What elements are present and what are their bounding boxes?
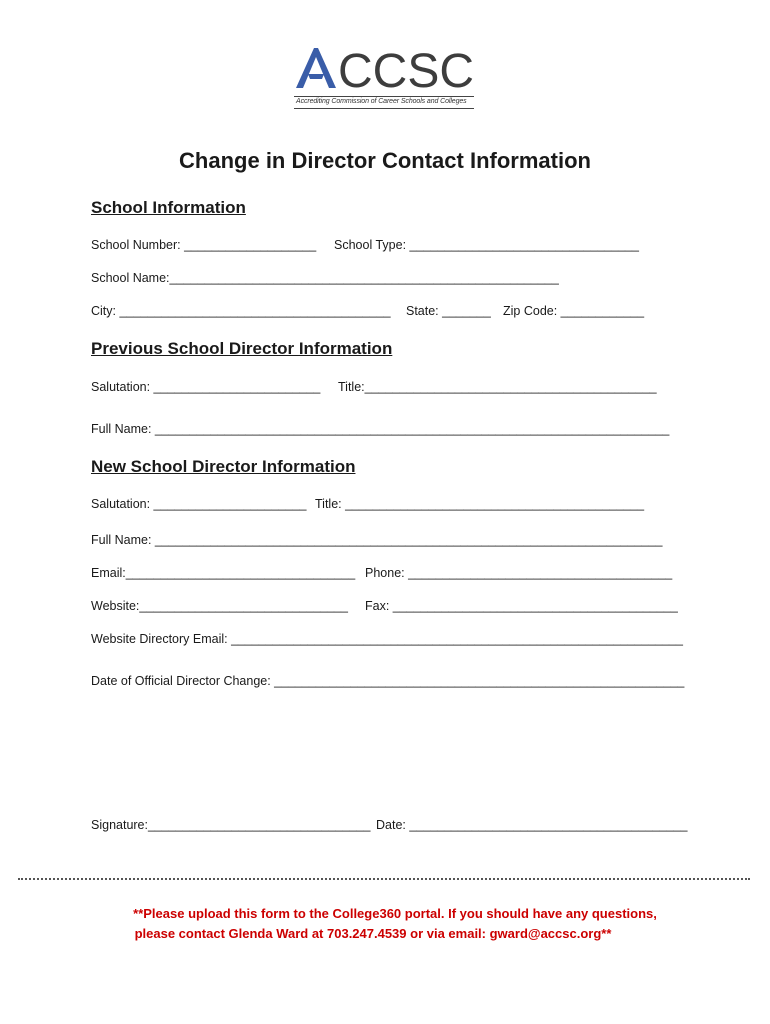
previous-salutation-field[interactable]: Salutation: ________________________ [91,380,321,394]
previous-title-field[interactable]: Title:__________________________________________ [338,380,657,394]
email-field[interactable]: Email:_________________________________ [91,566,356,580]
logo-wordmark-letters: CCSC [338,45,475,96]
upload-notice-line1: **Please upload this form to the College360 portal. If you should have any questions, [133,906,657,921]
accsc-logo [294,44,476,112]
signature-date-field[interactable]: Date: ________________________________________ [376,818,688,832]
section-heading-new-director: New School Director Information [91,457,356,476]
accsc-wordmark [294,44,476,96]
upload-notice-line2: please contact Glenda Ward at 703.247.4539 or via email: gward@accsc.org** [134,926,612,941]
school-name-field[interactable]: School Name:________________________________________________________ [91,271,559,285]
logo-tagline: Accrediting Commission of Career Schools and Colleges [296,98,467,105]
school-number-field[interactable]: School Number: ___________________ [91,238,317,252]
city-field[interactable]: City: _______________________________________ [91,304,391,318]
school-type-field[interactable]: School Type: _________________________________ [334,238,639,252]
logo-rule-bottom [294,108,474,109]
website-field[interactable]: Website:______________________________ [91,599,348,613]
website-directory-email-field[interactable]: Website Directory Email: _________________________________________________________________ [91,632,683,646]
section-heading-school: School Information [91,198,246,217]
previous-full-name-field[interactable]: Full Name: __________________________________________________________________________ [91,422,670,436]
state-field[interactable]: State: _______ [406,304,491,318]
new-title-field[interactable]: Title: ___________________________________________ [315,497,645,511]
signature-field[interactable]: Signature:________________________________ [91,818,371,832]
phone-field[interactable]: Phone: ______________________________________ [365,566,673,580]
new-full-name-field[interactable]: Full Name: _________________________________________________________________________ [91,533,663,547]
new-salutation-field[interactable]: Salutation: ______________________ [91,497,307,511]
page-title: Change in Director Contact Information [179,148,591,173]
dotted-divider [18,878,750,880]
fax-field[interactable]: Fax: _________________________________________ [365,599,678,613]
section-heading-previous-director: Previous School Director Information [91,339,393,358]
logo-rule-top [294,96,474,97]
date-of-director-change-field[interactable]: Date of Official Director Change: ___________________________________________________________ [91,674,685,688]
zip-code-field[interactable]: Zip Code: ____________ [503,304,645,318]
